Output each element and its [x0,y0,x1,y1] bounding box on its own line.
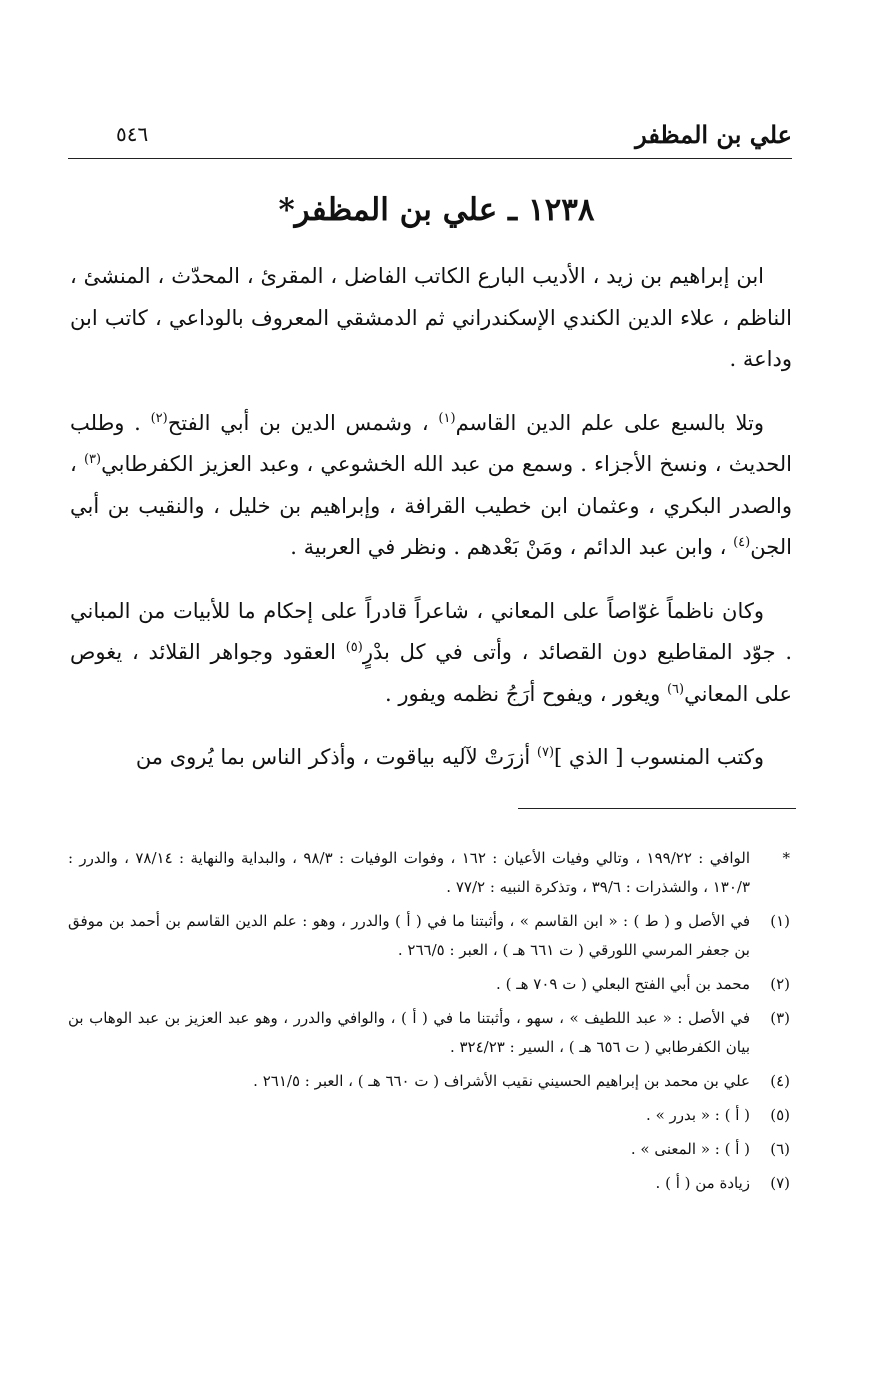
footnote-text: زيادة من ( أ ) . [655,1174,750,1192]
footnote-item [68,844,796,902]
footnote-text: علي بن محمد بن إبراهيم الحسيني نقيب الأشراف ( ت ٦٦٠ هـ ) ، العبر : ٢٦١/٥ . [253,1072,750,1090]
header-rule [68,158,792,159]
footnote-ref-5: (٥) [345,640,363,655]
footnote-item [68,1004,796,1062]
text-run: وكان ناظماً غوّاصاً على المعاني ، شاعراً قادراً على إحكام ما للأبيات من المباني . جوّد المقاطيع دون القصائد ، وأتى في كل بدْرٍ [70,598,793,664]
footnote-text: محمد بن أبي الفتح البعلي ( ت ٧٠٩ هـ ) . [496,975,750,993]
text-run: ، وشمس الدين بن أبي الفتح [167,410,439,435]
footnote-item [68,1101,796,1130]
text-run: أزرَتْ لآليه بياقوت ، وأذكر الناس بما يُروى من [135,745,537,769]
running-title: علي بن المظفر [635,120,792,149]
text-run: وتلا بالسبع على علم الدين القاسم [455,410,765,435]
paragraph-1: ابن إبراهيم بن زيد ، الأديب البارع الكاتب الفاضل ، المقرئ ، المحدّث ، المنشئ ، الناظم ، علاء الدين الكندي الإسكندراني ثم الدمشقي المعروف بالوداعي ، كاتب ابن وداعة . [70,264,792,371]
text-run: وكتب المنسوب [ الذي ] [554,745,764,769]
footnote-separator [518,808,796,809]
page-number: ٥٤٦ [116,122,149,146]
footnote-item [68,970,796,999]
footnote-text: في الأصل : « عبد اللطيف » ، سهو ، وأثبتنا ما في ( أ ) ، والوافي والدرر ، وهو عبد العزيز بن عبد الوهاب بن بيان الكفرطابي ( ت ٦٥٦ هـ ) ، السير : ٣٢٤/٢٣ . [68,1009,750,1056]
footnote-ref-2: (٢) [150,410,168,426]
text-run: . وطلب الحديث ، ونسخ الأجزاء . وسمع من عبد الله الخشوعي ، وعبد العزيز الكفرطابي [70,410,793,476]
footnote-ref-1: (١) [438,410,456,426]
footnote-ref-4: (٤) [733,535,751,550]
footnote-marker: (٢) [770,975,790,993]
footnote-ref-7: (٧) [536,745,555,760]
footnotes [68,844,796,1198]
footnote-marker: (٧) [770,1174,790,1192]
paragraph-2 [70,403,792,569]
text-run: العقود وجواهر القلائد ، يغوص على المعاني [70,640,792,706]
paragraph-3 [70,591,792,716]
text-run: ويغور ، ويفوح أرَجُ نظمه ويفور . [385,681,667,706]
footnote-text: ( أ ) : « المعنى » . [630,1140,750,1158]
footnote-ref-6: (٦) [666,681,685,697]
footnote-text: في الأصل و ( ط ) : « ابن القاسم » ، وأثبتنا ما في ( أ ) والدرر ، وهو : علم الدين القاسم بن أحمد بن موفق بن جعفر المرسي اللورقي ( ت ٦٦١ هـ ) ، العبر : ٢٦٦/٥ . [68,912,750,959]
footnote-marker: (٥) [770,1106,790,1124]
footnote-item [68,907,796,965]
entry-title: ١٢٣٨ ـ علي بن المظفر* [278,192,595,228]
footnote-text: ( أ ) : « بدرر » . [646,1106,750,1124]
footnote-marker: * [782,849,790,867]
footnote-marker: (٣) [770,1009,790,1027]
footnote-marker: (٦) [770,1140,790,1158]
footnote-text: الوافي : ١٩٩/٢٢ ، وتالي وفيات الأعيان : ١٦٢ ، وفوات الوفيات : ٩٨/٣ ، والبداية والنهاية : ٧٨/١٤ ، والدرر : ١٣٠/٣ ، والشذرات : ٣٩/٦ ، وتذكرة النبيه : ٧٧/٢ . [68,849,751,896]
paragraph-4 [70,737,792,779]
text-run: ، وابن عبد الدائم ، ومَنْ بَعْدهم . ونظر في العربية . [290,535,734,559]
running-header [68,118,792,158]
footnote-item [68,1067,796,1096]
footnote-marker: (١) [770,912,790,930]
footnote-ref-3: (٣) [83,452,102,467]
footnote-item [68,1169,796,1198]
text-run: ، والصدر البكري ، وعثمان ابن خطيب القرافة ، وإبراهيم بن خليل ، والنقيب بن أبي الجن [70,452,792,559]
entry-body [70,256,792,801]
footnote-marker: (٤) [770,1072,790,1090]
footnote-item [68,1135,796,1164]
